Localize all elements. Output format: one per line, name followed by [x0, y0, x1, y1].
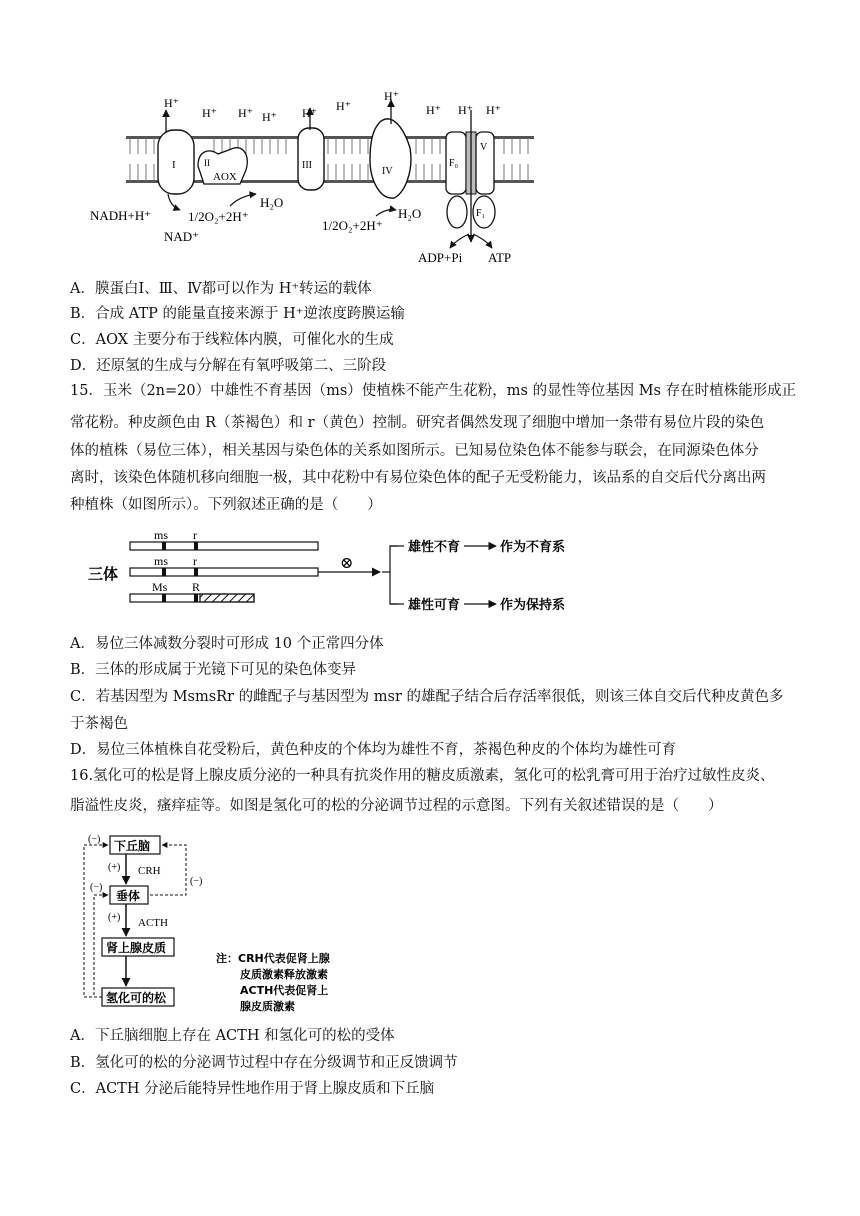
trisomy-label: 三体: [88, 565, 119, 583]
h-plus-label: H⁺: [202, 106, 217, 120]
adp-label: ADP+Pi: [418, 250, 463, 265]
q16-option-b: B．氢化可的松的分泌调节过程中存在分级调节和正反馈调节: [70, 1055, 458, 1071]
pituitary-label: 垂体: [116, 889, 141, 903]
o2-label-b: 1/2O₂+2H⁺: [322, 218, 383, 233]
figure-note-line-1: 注：CRH代表促肾上腺: [216, 952, 330, 965]
q16-option-a: A．下丘脑细胞上存在 ACTH 和氢化可的松的受体: [70, 1028, 395, 1044]
h-plus-label: H⁺: [384, 89, 399, 103]
acth-label: ACTH: [138, 917, 168, 929]
atp-label: ATP: [488, 250, 512, 265]
nad-label: NAD⁺: [164, 229, 200, 244]
figure-note-line-3: ACTH代表促肾上: [240, 984, 329, 997]
nadh-label: NADH+H⁺: [90, 208, 152, 223]
translocation-fragment: [200, 594, 254, 602]
gene-ms-1: ms: [154, 528, 169, 542]
gene-r-2: r: [193, 554, 197, 568]
h2o-label-b: H₂O: [398, 206, 422, 221]
q15-stem-line-4: 离时，该染色体随机移向细胞一极，其中花粉中有易位染色体的配子无受粉能力，该品系的自交后代分离出两: [70, 470, 766, 486]
trisomy-figure: [86, 524, 626, 616]
complex-1-shape: [158, 130, 194, 194]
o2-label-a: 1/2O₂+2H⁺: [188, 209, 249, 224]
q15-stem-line-2: 常花粉。种皮颜色由 R（茶褐色）和 r（黄色）控制。研究者偶然发现了细胞中增加一条带有易位片段的染色: [70, 415, 765, 431]
complex-2-label: II: [204, 158, 210, 168]
q14-option-c: C．AOX 主要分布于线粒体内膜，可催化水的生成: [70, 332, 394, 348]
plus-sign: (+): [108, 912, 121, 923]
h-plus-label: H⁺: [164, 96, 179, 110]
h2o-label-a: H₂O: [260, 195, 284, 210]
minus-sign: (−): [88, 834, 101, 845]
complex-3-shape: [298, 128, 324, 190]
chromosome-1: [130, 542, 318, 550]
q16-stem-line-2: 脂溢性皮炎，瘙痒症等。如图是氢化可的松的分泌调节过程的示意图。下列有关叙述错误的是（ ）: [70, 798, 723, 814]
h-plus-label: H⁺: [238, 106, 253, 120]
membrane-figure: [80, 88, 540, 268]
q15-option-c-line-2: 于茶褐色: [70, 716, 128, 732]
complex-5-label: V: [480, 142, 488, 153]
complex-4-label: IV: [382, 166, 393, 177]
q15-option-d: D．易位三体植株自花受粉后，黄色种皮的个体均为雄性不育，茶褐色种皮的个体均为雄性可育: [70, 742, 677, 758]
outcome-fertile-result: 作为保持系: [500, 598, 566, 613]
complex-1-label: I: [172, 159, 176, 171]
q15-option-b: B．三体的形成属于光镜下可见的染色体变异: [70, 662, 357, 678]
adrenal-label: 肾上腺皮质: [106, 941, 167, 955]
outcome-fertile: 雄性可育: [408, 598, 461, 613]
crh-label: CRH: [138, 865, 161, 877]
q15-option-a: A．易位三体减数分裂时可形成 10 个正常四分体: [70, 636, 384, 652]
gene-R: R: [192, 580, 201, 594]
q15-option-c-line-1: C．若基因型为 MsmsRr 的雌配子与基因型为 msr 的雄配子结合后存活率很低，则该三体自交后代种皮黄色多: [70, 689, 784, 705]
gene-r-1: r: [193, 528, 197, 542]
q14-option-a: A．膜蛋白Ⅰ、Ⅲ、Ⅳ都可以作为 H⁺转运的载体: [70, 281, 372, 297]
h-plus-label: H⁺: [262, 110, 277, 124]
gene-ms-2: ms: [154, 554, 169, 568]
minus-sign: (−): [190, 876, 203, 887]
h-plus-label: H⁺: [336, 99, 351, 113]
h-plus-label: H⁺: [486, 103, 501, 117]
aox-label: AOX: [213, 171, 237, 183]
f1-label: F₁: [476, 208, 486, 219]
outcome-sterile-result: 作为不育系: [500, 540, 566, 555]
q15-stem-line-5: 种植株（如图所示）。下列叙述正确的是（ ）: [70, 497, 382, 513]
h-plus-label: H⁺: [458, 103, 473, 117]
plus-sign: (+): [108, 862, 121, 873]
h-plus-label: H⁺: [426, 103, 441, 117]
f1-left-shape: [447, 196, 467, 228]
figure-note-line-4: 腺皮质激素: [240, 1000, 295, 1013]
q15-stem-line-1: 15．玉米（2n=20）中雄性不育基因（ms）使植株不能产生花粉，ms 的显性等位基因 Ms 存在时植株能形成正: [70, 383, 797, 399]
q14-option-d: D．还原氢的生成与分解在有氧呼吸第二、三阶段: [70, 358, 387, 374]
figure-note-line-2: 皮质激素释放激素: [240, 968, 328, 981]
chromosome-2: [130, 568, 318, 576]
minus-sign: (−): [90, 882, 103, 893]
complex-3-label: III: [302, 160, 312, 171]
q16-option-c: C．ACTH 分泌后能特异性地作用于肾上腺皮质和下丘脑: [70, 1081, 435, 1097]
f0-label: F₀: [449, 158, 459, 169]
q14-option-b: B．合成 ATP 的能量直接来源于 H⁺逆浓度跨膜运输: [70, 306, 405, 322]
outcome-sterile: 雄性不育: [408, 540, 461, 555]
hormone-regulation-figure: [80, 828, 380, 1018]
complex-4-shape: [370, 119, 411, 198]
hypothalamus-label: 下丘脑: [114, 839, 151, 853]
gene-Ms: Ms: [152, 580, 168, 594]
h-plus-label: H⁺: [302, 106, 317, 120]
q15-stem-line-3: 体的植株（易位三体），相关基因与染色体的关系如图所示。已知易位染色体不能参与联会，在同源染色体分: [70, 443, 759, 459]
cortisol-label: 氢化可的松: [106, 991, 167, 1005]
q16-stem-line-1: 16.氢化可的松是肾上腺皮质分泌的一种具有抗炎作用的糖皮质激素，氢化可的松乳膏可用于治疗过敏性皮炎、: [70, 768, 775, 784]
self-symbol: ⊗: [340, 555, 354, 572]
